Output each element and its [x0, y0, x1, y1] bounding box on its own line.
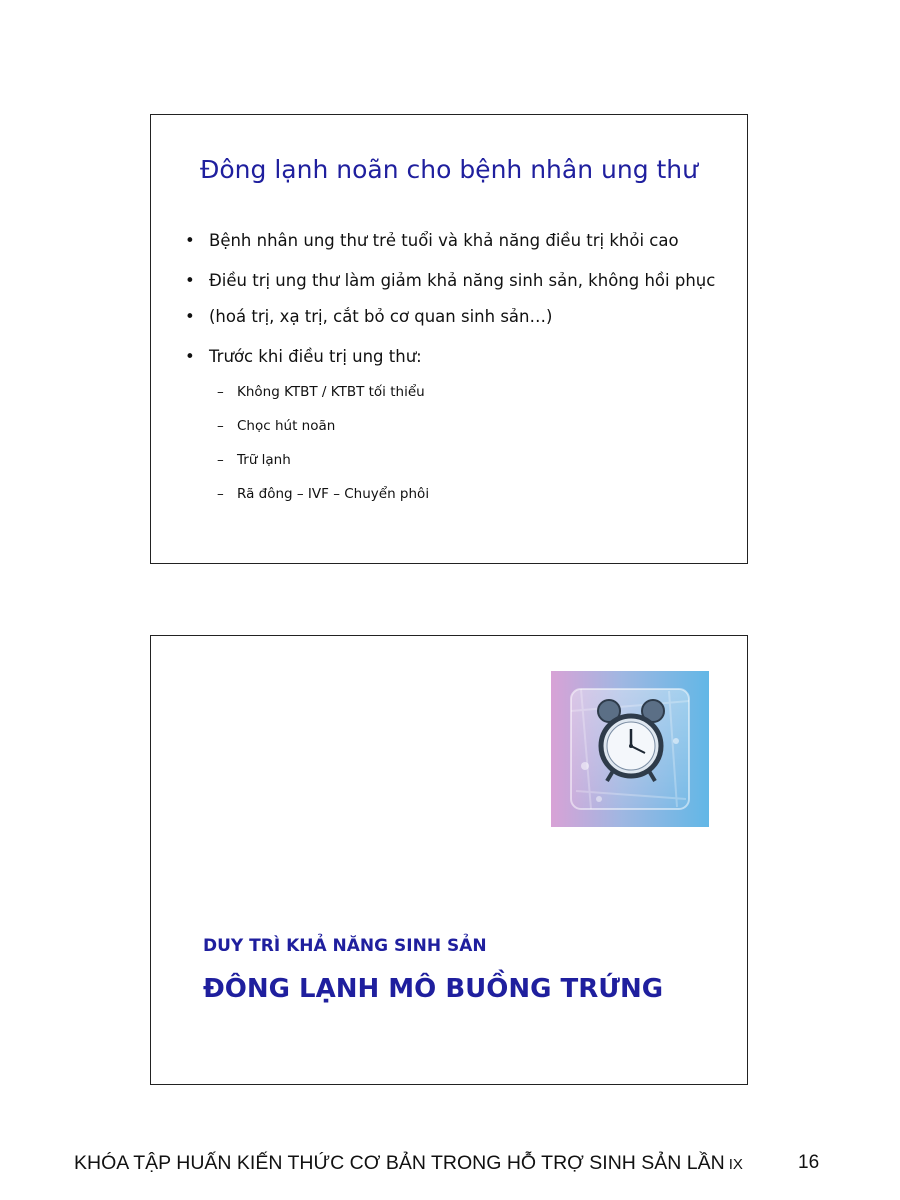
course-edition: IX: [728, 1156, 743, 1173]
bullet-item: • Điều trị ung thư làm giảm khả năng sinh sản, không hồi phục: [185, 263, 725, 299]
page-number: 16: [798, 1152, 820, 1173]
course-footer: [74, 1152, 743, 1175]
slide-ovarian-tissue-freezing: [150, 635, 748, 1085]
slide-title: Đông lạnh noãn cho bệnh nhân ung thư: [200, 155, 698, 184]
section-title: ĐÔNG LẠNH MÔ BUỒNG TRỨNG: [203, 974, 664, 1004]
bullet-item: • Bệnh nhân ung thư trẻ tuổi và khả năng điều trị khỏi cao: [185, 223, 725, 259]
sub-bullet-item: – Rã đông – IVF – Chuyển phôi: [185, 477, 725, 511]
sub-bullet-item: – Trữ lạnh: [185, 443, 725, 477]
section-subtitle: DUY TRÌ KHẢ NĂNG SINH SẢN: [203, 936, 487, 956]
course-name: KHÓA TẬP HUẤN KIẾN THỨC CƠ BẢN TRONG HỖ TRỢ SINH SẢN LẦN: [74, 1152, 725, 1174]
alarm-clock-ice-image: [551, 671, 709, 827]
sub-bullet-item: – Chọc hút noãn: [185, 409, 725, 443]
bullet-continuation-text: (hoá trị, xạ trị, cắt bỏ cơ quan sinh sản…): [209, 307, 553, 326]
sub-bullet-item: – Không KTBT / KTBT tối thiểu: [185, 375, 725, 409]
bullet-item: • Trước khi điều trị ung thư:: [185, 339, 725, 375]
bullet-continuation: [185, 299, 725, 335]
slide-oocyte-freezing: [150, 114, 748, 564]
bullet-list: [185, 223, 725, 511]
alarm-clock-icon: [551, 671, 709, 827]
